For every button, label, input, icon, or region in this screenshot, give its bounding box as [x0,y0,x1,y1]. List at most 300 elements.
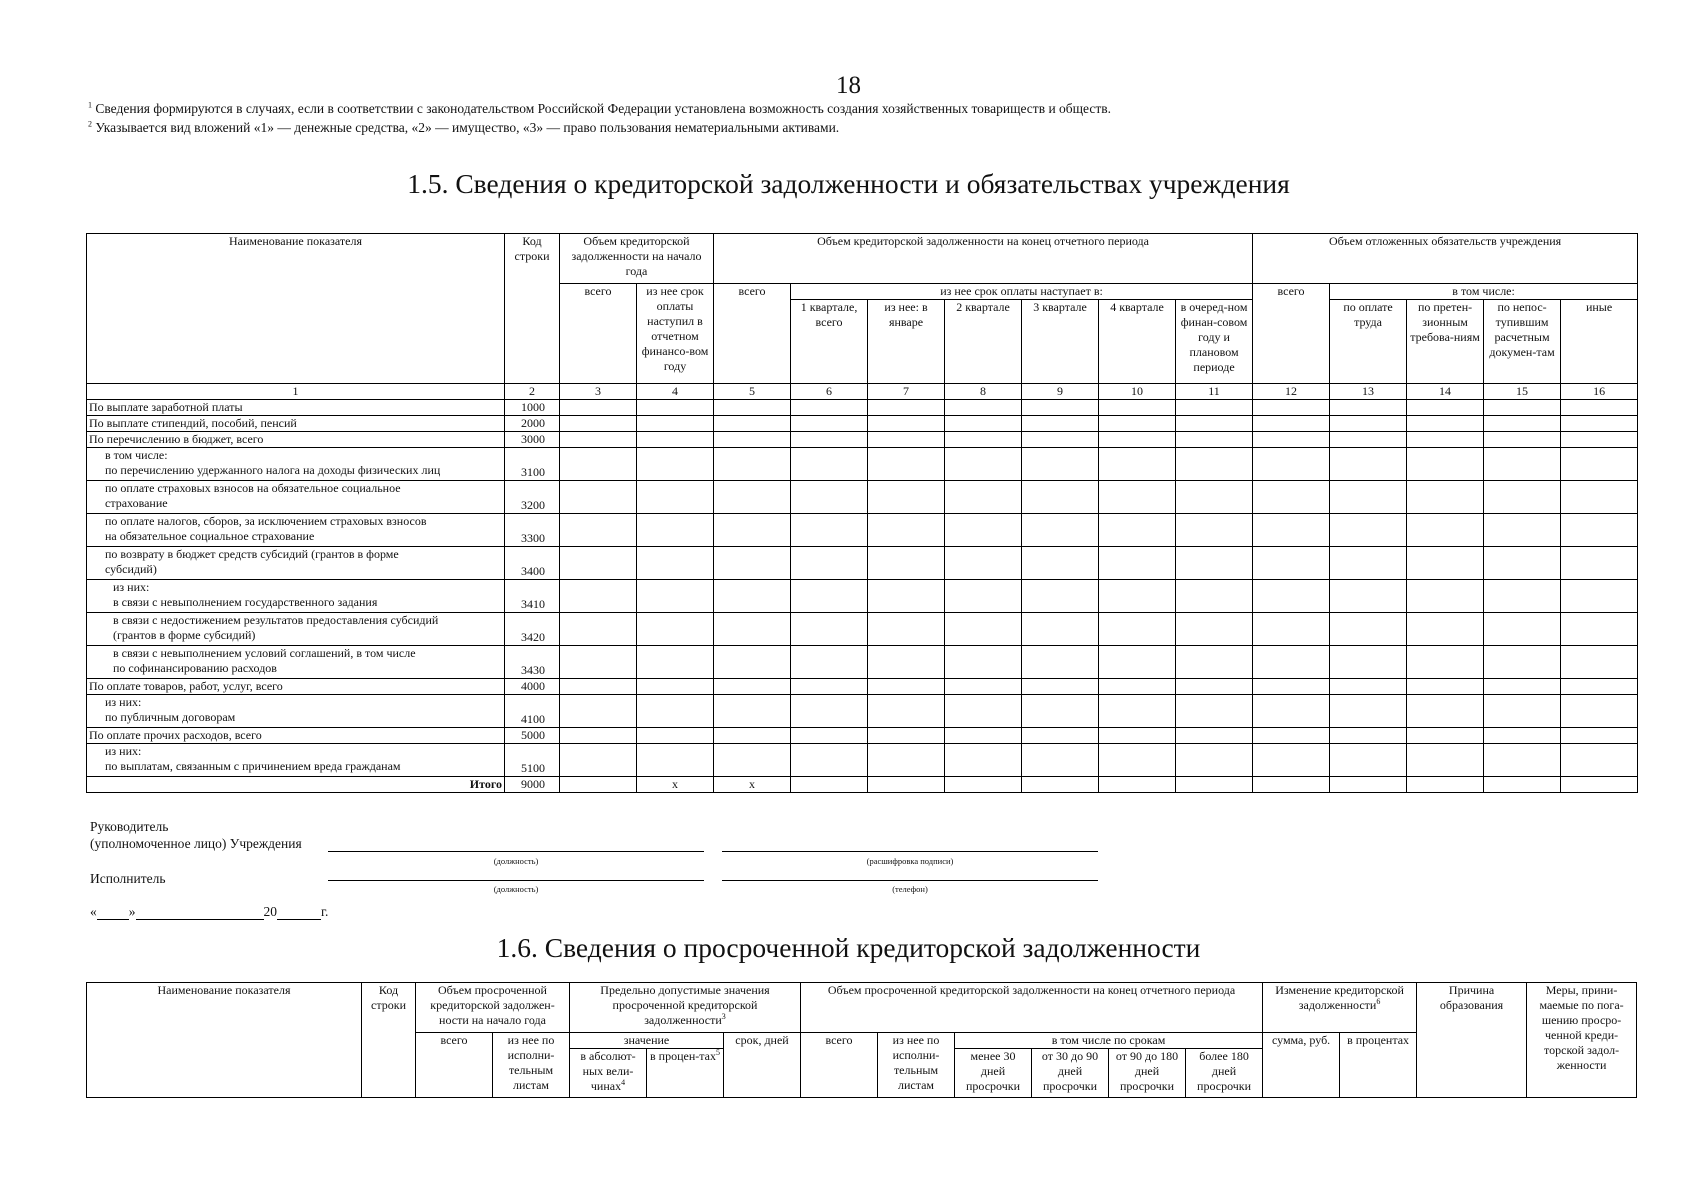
value-cell[interactable] [1561,646,1638,679]
row-name-cell [87,679,505,695]
value-cell[interactable] [1253,400,1330,416]
value-cell[interactable] [560,744,637,777]
value-cell[interactable] [1561,580,1638,613]
value-cell[interactable] [1176,744,1253,777]
value-cell[interactable] [1022,514,1099,547]
value-cell[interactable] [714,547,791,580]
value-cell[interactable] [945,481,1022,514]
value-cell[interactable] [1561,728,1638,744]
row-name: на обязательное социальное страхование [105,529,315,543]
table-row [87,514,1638,547]
value-cell[interactable] [1176,695,1253,728]
total-label: Итого [87,777,505,793]
total-value-cell[interactable] [868,777,945,793]
value-cell[interactable] [1099,679,1176,695]
total-value-cell[interactable] [791,777,868,793]
h16-30-90: от 30 до 90 дней просрочки [1032,1049,1109,1098]
h16-absolute-text: в абсолют-ных вели-чинах [580,1049,636,1093]
column-number-cell: 3 [560,384,637,400]
total-value-cell[interactable] [1330,777,1407,793]
executor-label: Исполнитель [90,871,166,886]
value-cell[interactable] [1561,514,1638,547]
value-cell[interactable] [868,400,945,416]
value-cell[interactable] [868,481,945,514]
value-cell[interactable] [1561,679,1638,695]
value-cell[interactable] [1253,679,1330,695]
head-position-line[interactable] [328,851,704,852]
value-cell[interactable] [560,400,637,416]
head-decode-caption: (расшифровка подписи) [866,856,954,866]
value-cell[interactable] [1330,728,1407,744]
row-name-cell [87,400,505,416]
value-cell[interactable] [637,416,714,432]
value-cell[interactable] [714,646,791,679]
value-cell[interactable] [637,613,714,646]
value-cell[interactable] [791,728,868,744]
value-cell[interactable] [1099,580,1176,613]
value-cell[interactable] [868,448,945,481]
table-row [87,728,1638,744]
value-cell[interactable] [637,432,714,448]
value-cell[interactable] [637,481,714,514]
value-cell[interactable] [714,695,791,728]
value-cell[interactable] [1022,448,1099,481]
header-q2: 2 квартале [945,300,1022,384]
value-cell[interactable] [791,448,868,481]
value-cell[interactable] [1407,728,1484,744]
value-cell[interactable] [868,547,945,580]
value-cell[interactable] [1561,400,1638,416]
value-cell[interactable] [1407,400,1484,416]
value-cell[interactable] [637,514,714,547]
value-cell[interactable] [1484,400,1561,416]
value-cell[interactable] [1407,613,1484,646]
h16-90-180: от 90 до 180 дней просрочки [1109,1049,1186,1098]
value-cell[interactable] [560,481,637,514]
h16-percent: в процентах [1340,1033,1417,1098]
value-cell[interactable] [560,646,637,679]
value-cell[interactable] [637,580,714,613]
value-cell[interactable] [945,580,1022,613]
value-cell[interactable] [1022,728,1099,744]
row-name-cell [87,646,505,679]
value-cell[interactable] [1099,448,1176,481]
value-cell[interactable] [868,744,945,777]
row-code: 2000 [505,416,560,432]
value-cell[interactable] [1176,514,1253,547]
value-cell[interactable] [560,728,637,744]
header-q3: 3 квартале [1022,300,1099,384]
value-cell[interactable] [637,679,714,695]
h16-limits [570,983,801,1033]
value-cell[interactable] [1099,481,1176,514]
value-cell[interactable] [1407,646,1484,679]
value-cell[interactable] [1176,613,1253,646]
value-cell[interactable] [791,547,868,580]
value-cell[interactable] [714,728,791,744]
table-row [87,744,1638,777]
value-cell[interactable] [791,481,868,514]
value-cell[interactable] [945,547,1022,580]
row-name: По перечислению в бюджет, всего [89,432,264,446]
head-label-line2: (уполномоченное лицо) Учреждения [90,836,302,851]
total-value-cell[interactable] [560,777,637,793]
value-cell[interactable] [1330,547,1407,580]
value-cell[interactable] [945,679,1022,695]
value-cell[interactable] [791,416,868,432]
value-cell[interactable] [637,448,714,481]
value-cell[interactable] [791,744,868,777]
value-cell[interactable] [1099,613,1176,646]
value-cell[interactable] [868,613,945,646]
h16-change-text: Изменение кредиторской задолженности [1275,983,1404,1012]
total-value-cell[interactable] [1022,777,1099,793]
value-cell[interactable] [714,679,791,695]
value-cell[interactable] [1484,679,1561,695]
value-cell[interactable] [1022,580,1099,613]
value-cell[interactable] [791,679,868,695]
value-cell[interactable] [1099,695,1176,728]
column-number-cell: 8 [945,384,1022,400]
value-cell[interactable] [868,416,945,432]
column-number-cell: 11 [1176,384,1253,400]
column-number-cell: 9 [1022,384,1099,400]
value-cell[interactable] [868,728,945,744]
value-cell[interactable] [1022,613,1099,646]
value-cell[interactable] [1484,432,1561,448]
value-cell[interactable] [1099,400,1176,416]
value-cell[interactable] [1330,580,1407,613]
value-cell[interactable] [560,514,637,547]
value-cell[interactable] [560,580,637,613]
value-cell[interactable] [1561,416,1638,432]
value-cell[interactable] [1253,432,1330,448]
value-cell[interactable] [791,646,868,679]
h16-change [1263,983,1417,1033]
value-cell[interactable] [1022,679,1099,695]
value-cell[interactable] [868,695,945,728]
row-name-cell [87,416,505,432]
header-other: иные [1561,300,1638,384]
value-cell[interactable] [1176,416,1253,432]
value-cell[interactable] [1330,744,1407,777]
value-cell[interactable] [868,646,945,679]
value-cell[interactable] [1253,580,1330,613]
header-end-total: всего [714,284,791,384]
row-name: По выплате заработной платы [89,400,243,414]
row-code: 3000 [505,432,560,448]
value-cell[interactable] [1022,432,1099,448]
value-cell[interactable] [560,416,637,432]
value-cell[interactable] [945,744,1022,777]
row-name: субсидий) [105,562,157,576]
value-cell[interactable] [714,744,791,777]
total-value-cell[interactable] [1407,777,1484,793]
value-cell[interactable] [1176,547,1253,580]
value-cell[interactable] [1330,514,1407,547]
value-cell[interactable] [1484,646,1561,679]
value-cell[interactable] [1407,547,1484,580]
value-cell[interactable] [714,514,791,547]
table-row [87,481,1638,514]
value-cell[interactable] [1407,744,1484,777]
date-quote-open: « [90,904,97,919]
header-deferred: Объем отложенных обязательств учреждения [1253,234,1638,284]
value-cell[interactable] [637,400,714,416]
total-value-cell[interactable] [1099,777,1176,793]
value-cell[interactable] [1253,613,1330,646]
value-cell[interactable] [1484,728,1561,744]
value-cell[interactable] [1099,728,1176,744]
h16-end-writs: из нее по исполни-тельным листам [878,1033,955,1098]
footnote-2-mark: 2 [88,119,92,129]
value-cell[interactable] [637,728,714,744]
value-cell[interactable] [868,679,945,695]
value-cell[interactable] [637,744,714,777]
row-name: по выплатам, связанным с причинением вреда гражданам [105,759,401,773]
column-number-cell: 13 [1330,384,1407,400]
date-year-prefix: 20 [263,904,277,919]
row-code: 3100 [505,448,560,481]
h16-begin-total: всего [416,1033,493,1098]
value-cell[interactable] [560,695,637,728]
row-name-line1: по возврату в бюджет средств субсидий (грантов в форме [105,547,399,561]
value-cell[interactable] [1484,613,1561,646]
value-cell[interactable] [1176,646,1253,679]
h16-percents-mark: 5 [715,1048,720,1057]
value-cell[interactable] [560,613,637,646]
value-cell[interactable] [1330,646,1407,679]
value-cell[interactable] [637,695,714,728]
head-decode-line[interactable] [722,851,1098,852]
value-cell[interactable] [560,547,637,580]
value-cell[interactable] [1099,416,1176,432]
section-1-5-title: 1.5. Сведения о кредиторской задолженности и обязательствах учреждения [407,168,1290,199]
total-value-cell[interactable] [1253,777,1330,793]
value-cell[interactable] [945,646,1022,679]
value-cell[interactable] [714,481,791,514]
value-cell[interactable] [714,432,791,448]
row-name: По выплате стипендий, пособий, пенсий [89,416,297,430]
value-cell[interactable] [1253,416,1330,432]
row-name: По оплате товаров, работ, услуг, всего [89,679,283,693]
value-cell[interactable] [1407,416,1484,432]
value-cell[interactable] [945,514,1022,547]
value-cell[interactable] [1022,547,1099,580]
value-cell[interactable] [868,580,945,613]
value-cell[interactable] [1253,448,1330,481]
value-cell[interactable] [1561,432,1638,448]
value-cell[interactable] [1253,646,1330,679]
value-cell[interactable] [1253,481,1330,514]
executor-phone-caption: (телефон) [892,884,928,894]
table-row [87,416,1638,432]
value-cell[interactable] [1099,646,1176,679]
footnote-1-mark: 1 [88,100,92,110]
value-cell[interactable] [1176,728,1253,744]
value-cell[interactable] [714,613,791,646]
value-cell[interactable] [868,514,945,547]
row-name-line1: в том числе: [105,448,168,462]
value-cell[interactable] [1561,695,1638,728]
row-name-cell [87,613,505,646]
row-name-cell [87,695,505,728]
h16-change-mark: 6 [1376,997,1381,1006]
date-field [90,904,328,920]
value-cell[interactable] [1022,695,1099,728]
value-cell[interactable] [1484,416,1561,432]
value-cell[interactable] [945,728,1022,744]
value-cell[interactable] [868,432,945,448]
value-cell[interactable] [1407,580,1484,613]
value-cell[interactable] [1407,679,1484,695]
executor-position-line[interactable] [328,880,704,881]
value-cell[interactable] [1176,481,1253,514]
column-number-cell: 4 [637,384,714,400]
value-cell[interactable] [791,514,868,547]
row-name-cell [87,448,505,481]
value-cell[interactable] [637,547,714,580]
column-number-cell: 1 [87,384,505,400]
header-code: Код строки [505,234,560,384]
value-cell[interactable] [1099,432,1176,448]
header-docs: по непос-тупившим расчетным докумен-там [1484,300,1561,384]
value-cell[interactable] [1561,481,1638,514]
executor-position-caption: (должность) [493,884,539,894]
value-cell[interactable] [1253,744,1330,777]
value-cell[interactable] [791,613,868,646]
h16-percents-text: в процен-тах [650,1049,716,1063]
value-cell[interactable] [1407,695,1484,728]
value-cell[interactable] [1330,400,1407,416]
value-cell[interactable] [1176,448,1253,481]
row-code: 3430 [505,646,560,679]
value-cell[interactable] [791,695,868,728]
value-cell[interactable] [1407,514,1484,547]
value-cell[interactable] [1253,695,1330,728]
value-cell[interactable] [1561,613,1638,646]
table-row [87,547,1638,580]
row-name-line1: из них: [105,744,142,758]
value-cell[interactable] [1484,744,1561,777]
value-cell[interactable] [714,580,791,613]
value-cell[interactable] [1022,646,1099,679]
value-cell[interactable] [1176,580,1253,613]
value-cell[interactable] [945,416,1022,432]
value-cell[interactable] [1407,481,1484,514]
h16-end-total: всего [801,1033,878,1098]
total-value-cell[interactable] [1561,777,1638,793]
value-cell[interactable] [1022,400,1099,416]
value-cell[interactable] [1253,728,1330,744]
total-x-mark: x [714,777,791,793]
row-code: 4100 [505,695,560,728]
value-cell[interactable] [1561,448,1638,481]
value-cell[interactable] [714,448,791,481]
h16-name: Наименование показателя [87,983,362,1098]
value-cell[interactable] [945,448,1022,481]
value-cell[interactable] [1022,744,1099,777]
h16-absolute-mark: 4 [621,1078,626,1087]
value-cell[interactable] [1176,432,1253,448]
h16-by-terms: в том числе по срокам [955,1033,1263,1049]
value-cell[interactable] [1407,448,1484,481]
value-cell[interactable] [560,448,637,481]
total-row [87,777,1638,793]
date-year-blank[interactable] [277,906,321,920]
value-cell[interactable] [1176,679,1253,695]
executor-phone-line[interactable] [722,880,1098,881]
date-day-blank[interactable] [97,906,129,920]
h16-value: значение [570,1033,724,1049]
value-cell[interactable] [1484,580,1561,613]
value-cell[interactable] [1330,432,1407,448]
table-row [87,679,1638,695]
head-position-caption: (должность) [493,856,539,866]
header-jan: из нее: в январе [868,300,945,384]
value-cell[interactable] [1330,679,1407,695]
value-cell[interactable] [1330,481,1407,514]
value-cell[interactable] [560,679,637,695]
value-cell[interactable] [945,400,1022,416]
value-cell[interactable] [1407,432,1484,448]
value-cell[interactable] [1484,547,1561,580]
value-cell[interactable] [1561,744,1638,777]
value-cell[interactable] [1022,416,1099,432]
value-cell[interactable] [1176,400,1253,416]
h16-gt180: более 180 дней просрочки [1186,1049,1263,1098]
date-month-blank[interactable] [136,906,264,920]
value-cell[interactable] [945,432,1022,448]
value-cell[interactable] [714,416,791,432]
value-cell[interactable] [1253,514,1330,547]
section-1-6-title: 1.6. Сведения о просроченной кредиторской задолженности [496,932,1201,963]
value-cell[interactable] [1484,695,1561,728]
value-cell[interactable] [1253,547,1330,580]
value-cell[interactable] [1484,448,1561,481]
value-cell[interactable] [1022,481,1099,514]
total-value-cell[interactable] [1484,777,1561,793]
total-value-cell[interactable] [945,777,1022,793]
h16-begin-writs: из нее по исполни-тельным листам [493,1033,570,1098]
value-cell[interactable] [714,400,791,416]
value-cell[interactable] [637,646,714,679]
value-cell[interactable] [1330,416,1407,432]
total-value-cell[interactable] [1176,777,1253,793]
table-row [87,400,1638,416]
value-cell[interactable] [791,432,868,448]
value-cell[interactable] [1484,514,1561,547]
value-cell[interactable] [945,695,1022,728]
value-cell[interactable] [1330,695,1407,728]
value-cell[interactable] [791,400,868,416]
value-cell[interactable] [1099,514,1176,547]
value-cell[interactable] [791,580,868,613]
h16-measures: Меры, прини-маемые по пога-шению просро-ченной креди-торской задол-женности [1527,983,1637,1098]
value-cell[interactable] [945,613,1022,646]
value-cell[interactable] [1561,547,1638,580]
value-cell[interactable] [1330,613,1407,646]
value-cell[interactable] [1484,481,1561,514]
header-q1: 1 квартале, всего [791,300,868,384]
value-cell[interactable] [1330,448,1407,481]
value-cell[interactable] [1099,744,1176,777]
header-due-group: из нее срок оплаты наступает в: [791,284,1253,300]
value-cell[interactable] [560,432,637,448]
value-cell[interactable] [1099,547,1176,580]
column-numbers-row [87,384,1638,400]
header-next: в очеред-ном финан-совом году и плановом периоде [1176,300,1253,384]
